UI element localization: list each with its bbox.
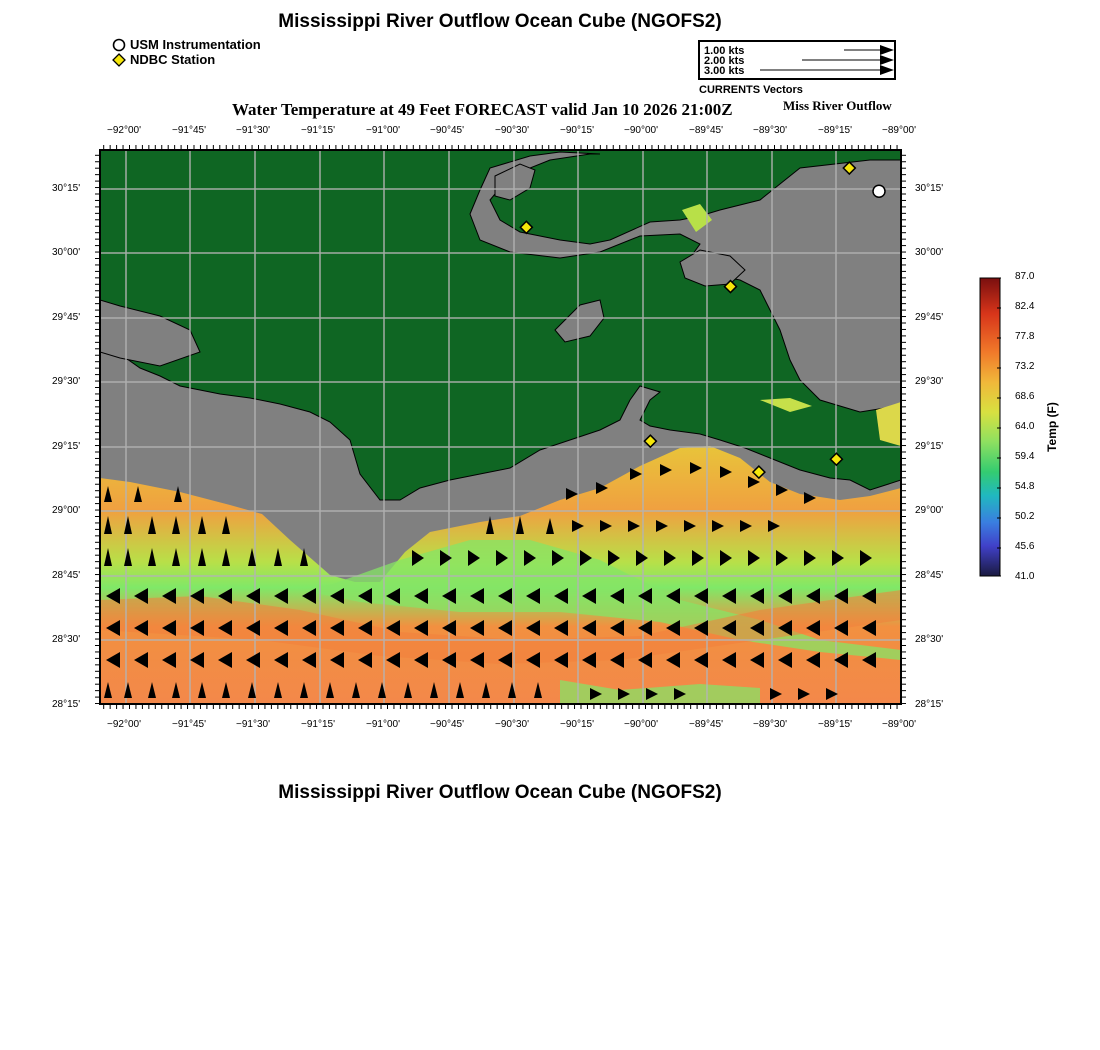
lon-tick-bottom: −90°45' xyxy=(430,719,464,730)
lat-tick-right: 30°15' xyxy=(915,183,944,194)
ndbc-station-marker xyxy=(753,466,765,478)
colorbar-tick: 64.0 xyxy=(1015,421,1035,432)
lat-tick-right: 29°30' xyxy=(915,376,944,387)
lat-tick-right: 30°00' xyxy=(915,247,944,258)
legend-ndbc-label: NDBC Station xyxy=(130,52,216,67)
region-label: Miss River Outflow xyxy=(783,98,892,113)
vector-label-2: 2.00 kts xyxy=(704,55,745,67)
lon-tick-top: −89°15' xyxy=(818,125,852,136)
colorbar xyxy=(979,277,1001,577)
colorbar-tick: 77.8 xyxy=(1015,331,1035,342)
lat-tick-left: 28°15' xyxy=(52,699,81,710)
lon-tick-top: −89°30' xyxy=(753,125,787,136)
lat-tick-left: 28°30' xyxy=(52,634,81,645)
lon-tick-top: −91°00' xyxy=(366,125,400,136)
ndbc-station-marker xyxy=(830,453,842,465)
lat-tick-right: 28°15' xyxy=(915,699,944,710)
lon-tick-bottom: −91°15' xyxy=(301,719,335,730)
colorbar-tick: 50.2 xyxy=(1015,511,1035,522)
vector-label-1: 1.00 kts xyxy=(704,45,745,57)
lon-tick-bottom: −92°00' xyxy=(107,719,141,730)
lon-tick-bottom: −91°45' xyxy=(172,719,206,730)
lat-tick-right: 28°45' xyxy=(915,570,944,581)
colorbar-tick: 87.0 xyxy=(1015,271,1035,282)
colorbar-gradient xyxy=(979,277,1001,577)
lat-tick-right: 29°45' xyxy=(915,312,944,323)
lat-tick-left: 30°15' xyxy=(52,183,81,194)
lon-tick-bottom: −90°00' xyxy=(624,719,658,730)
lat-tick-left: 29°15' xyxy=(52,441,81,452)
lon-tick-top: −91°45' xyxy=(172,125,206,136)
colorbar-tick: 59.4 xyxy=(1015,451,1035,462)
lon-tick-bottom: −89°45' xyxy=(689,719,723,730)
lat-tick-right: 29°15' xyxy=(915,441,944,452)
lon-tick-bottom: −91°00' xyxy=(366,719,400,730)
lat-tick-left: 29°30' xyxy=(52,376,81,387)
lat-tick-left: 30°00' xyxy=(52,247,81,258)
lon-tick-top: −90°45' xyxy=(430,125,464,136)
colorbar-tick: 73.2 xyxy=(1015,361,1035,372)
colorbar-tick: 68.6 xyxy=(1015,391,1035,402)
colorbar-tick: 82.4 xyxy=(1015,301,1035,312)
ndbc-station-marker xyxy=(843,162,855,174)
colorbar-label: Temp (F) xyxy=(1045,402,1059,452)
vector-key-caption: CURRENTS Vectors xyxy=(699,84,803,96)
usm-station-marker xyxy=(873,185,885,197)
vector-label-3: 3.00 kts xyxy=(704,65,745,77)
lon-tick-top: −91°30' xyxy=(236,125,270,136)
lat-tick-right: 28°30' xyxy=(915,634,944,645)
lon-tick-bottom: −89°15' xyxy=(818,719,852,730)
lon-tick-bottom: −89°00' xyxy=(882,719,916,730)
colorbar-tick: 54.8 xyxy=(1015,481,1035,492)
lon-tick-bottom: −90°30' xyxy=(495,719,529,730)
top-title: Mississippi River Outflow Ocean Cube (NGOFS2) xyxy=(278,11,722,32)
lon-tick-top: −90°15' xyxy=(560,125,594,136)
lon-tick-top: −90°00' xyxy=(624,125,658,136)
ndbc-station-marker xyxy=(724,281,736,293)
lon-tick-top: −89°00' xyxy=(882,125,916,136)
lon-tick-bottom: −89°30' xyxy=(753,719,787,730)
map-title: Water Temperature at 49 Feet FORECAST valid Jan 10 2026 21:00Z xyxy=(232,100,733,119)
lon-tick-bottom: −91°30' xyxy=(236,719,270,730)
ndbc-station-marker xyxy=(644,435,656,447)
lat-tick-right: 29°00' xyxy=(915,505,944,516)
ndbc-station-marker xyxy=(520,221,532,233)
lon-tick-top: −91°15' xyxy=(301,125,335,136)
colorbar-tick: 45.6 xyxy=(1015,541,1035,552)
lat-tick-left: 29°45' xyxy=(52,312,81,323)
lat-tick-left: 29°00' xyxy=(52,505,81,516)
lon-tick-top: −90°30' xyxy=(495,125,529,136)
lat-tick-left: 28°45' xyxy=(52,570,81,581)
lon-tick-top: −92°00' xyxy=(107,125,141,136)
colorbar-tick: 41.0 xyxy=(1015,571,1035,582)
lon-tick-top: −89°45' xyxy=(689,125,723,136)
lon-tick-bottom: −90°15' xyxy=(560,719,594,730)
legend-usm-label: USM Instrumentation xyxy=(130,37,261,52)
bottom-title: Mississippi River Outflow Ocean Cube (NGOFS2) xyxy=(278,782,722,803)
